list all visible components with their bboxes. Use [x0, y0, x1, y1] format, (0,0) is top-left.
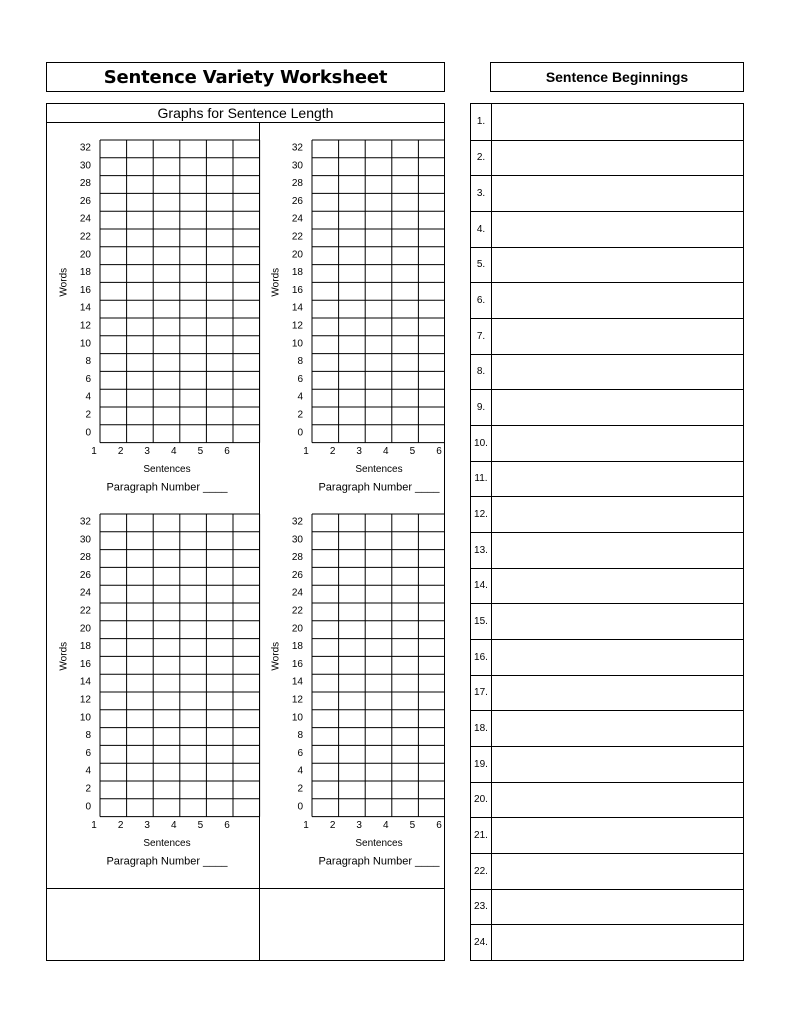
y-tick-label: 24: [79, 587, 91, 599]
y-tick-label: 18: [79, 267, 91, 279]
beginning-entry-field[interactable]: [491, 355, 743, 390]
y-tick-label: 4: [297, 765, 303, 777]
x-tick-label: 6: [436, 446, 442, 458]
graph-2: [271, 140, 444, 494]
beginning-entry-field[interactable]: [491, 676, 743, 711]
beginning-row: [471, 389, 743, 425]
y-tick-label: 6: [297, 373, 303, 385]
y-tick-label: 2: [297, 783, 303, 795]
beginning-number: 1.: [471, 104, 492, 140]
x-tick-label: 4: [383, 820, 389, 832]
beginning-number: 14.: [471, 569, 492, 604]
beginning-row: [471, 639, 743, 675]
sentence-length-graphs: [47, 104, 444, 960]
beginning-entry-field[interactable]: [491, 569, 743, 604]
beginning-number: 19.: [471, 747, 492, 782]
y-tick-label: 26: [79, 569, 91, 581]
y-axis-label: Words: [270, 641, 282, 671]
beginning-number: 12.: [471, 497, 492, 532]
y-tick-label: 14: [291, 676, 303, 688]
beginning-entry-field[interactable]: [491, 104, 743, 140]
y-tick-label: 28: [291, 178, 303, 190]
x-axis-label: Sentences: [355, 838, 403, 850]
graphs-panel: [46, 103, 445, 961]
y-tick-label: 20: [79, 623, 91, 635]
y-tick-label: 14: [79, 302, 91, 314]
beginning-number: 20.: [471, 783, 492, 818]
beginning-number: 21.: [471, 818, 492, 853]
beginning-number: 15.: [471, 604, 492, 639]
y-tick-label: 20: [79, 249, 91, 261]
graph-1: [59, 140, 260, 494]
beginning-row: [471, 603, 743, 639]
x-tick-label: 4: [383, 446, 389, 458]
beginnings-title-box: [490, 62, 744, 92]
beginning-row: [471, 425, 743, 461]
beginning-entry-field[interactable]: [491, 890, 743, 925]
paragraph-number-label: Paragraph Number ____: [318, 481, 440, 494]
beginning-entry-field[interactable]: [491, 854, 743, 889]
y-tick-label: 30: [291, 534, 303, 546]
beginning-entry-field[interactable]: [491, 176, 743, 211]
y-tick-label: 20: [291, 249, 303, 261]
x-tick-label: 2: [117, 820, 124, 832]
x-axis-label: Sentences: [143, 464, 191, 476]
y-tick-label: 10: [79, 338, 91, 350]
y-tick-label: 0: [297, 801, 303, 813]
beginning-number: 9.: [471, 390, 492, 425]
y-tick-label: 26: [291, 569, 303, 581]
y-tick-label: 6: [297, 747, 303, 759]
y-tick-label: 2: [85, 409, 91, 421]
y-tick-label: 0: [297, 427, 303, 439]
y-axis-label: Words: [270, 267, 282, 297]
y-tick-label: 18: [79, 641, 91, 653]
graph-grid: [312, 140, 444, 443]
y-tick-label: 26: [291, 195, 303, 207]
x-tick-label: 3: [356, 446, 362, 458]
worksheet-title-box: [46, 62, 445, 92]
x-tick-label: 2: [329, 820, 336, 832]
beginning-entry-field[interactable]: [491, 212, 743, 247]
x-tick-label: 6: [436, 820, 442, 832]
x-tick-label: 5: [197, 446, 204, 458]
x-tick-label: 1: [303, 820, 309, 832]
y-tick-label: 28: [79, 178, 91, 190]
beginning-row: [471, 710, 743, 746]
y-tick-label: 18: [291, 641, 303, 653]
y-tick-label: 32: [79, 516, 91, 528]
y-tick-label: 32: [291, 516, 303, 528]
y-tick-label: 8: [297, 730, 303, 742]
beginning-row: [471, 532, 743, 568]
y-tick-label: 2: [85, 783, 91, 795]
beginning-row: [471, 817, 743, 853]
x-tick-label: 3: [356, 820, 362, 832]
y-tick-label: 14: [79, 676, 91, 688]
graph-grid: [100, 514, 260, 817]
x-tick-label: 5: [409, 820, 416, 832]
beginning-row: [471, 282, 743, 318]
beginning-entry-field[interactable]: [491, 390, 743, 425]
y-tick-label: 0: [85, 427, 91, 439]
y-tick-label: 2: [297, 409, 303, 421]
y-tick-label: 22: [291, 605, 303, 617]
y-tick-label: 26: [79, 195, 91, 207]
graphs-header: Graphs for Sentence Length: [47, 104, 444, 123]
x-tick-label: 2: [117, 446, 124, 458]
y-axis-label: Words: [58, 267, 70, 297]
y-tick-label: 12: [291, 320, 303, 332]
x-tick-label: 5: [409, 446, 416, 458]
y-tick-label: 12: [79, 694, 91, 706]
beginning-number: 17.: [471, 676, 492, 711]
beginning-entry-field[interactable]: [491, 319, 743, 354]
beginning-number: 5.: [471, 248, 492, 283]
y-tick-label: 30: [79, 534, 91, 546]
y-tick-label: 32: [291, 142, 303, 154]
beginning-row: [471, 247, 743, 283]
y-tick-label: 28: [79, 552, 91, 564]
beginning-number: 11.: [471, 462, 492, 497]
x-tick-label: 4: [171, 820, 177, 832]
beginning-entry-field[interactable]: [491, 818, 743, 853]
beginnings-panel: [470, 103, 744, 961]
y-tick-label: 12: [79, 320, 91, 332]
beginning-row: [471, 853, 743, 889]
y-tick-label: 10: [291, 338, 303, 350]
y-tick-label: 16: [291, 284, 303, 296]
x-axis-label: Sentences: [143, 838, 191, 850]
beginning-entry-field[interactable]: [491, 248, 743, 283]
y-tick-label: 14: [291, 302, 303, 314]
beginning-row: [471, 675, 743, 711]
y-tick-label: 22: [79, 605, 91, 617]
beginning-entry-field[interactable]: [491, 141, 743, 176]
paragraph-number-label: Paragraph Number ____: [318, 855, 440, 868]
beginning-entry-field[interactable]: [491, 426, 743, 461]
beginning-entry-field[interactable]: [491, 283, 743, 318]
beginning-entry-field[interactable]: [491, 640, 743, 675]
beginning-number: 24.: [471, 925, 492, 960]
y-tick-label: 22: [291, 231, 303, 243]
y-tick-label: 22: [79, 231, 91, 243]
beginning-entry-field[interactable]: [491, 533, 743, 568]
beginning-row: [471, 461, 743, 497]
x-tick-label: 6: [224, 446, 230, 458]
beginning-row: [471, 889, 743, 925]
beginning-entry-field[interactable]: [491, 711, 743, 746]
x-tick-label: 4: [171, 446, 177, 458]
y-tick-label: 8: [85, 730, 91, 742]
y-axis-label: Words: [58, 641, 70, 671]
y-tick-label: 24: [79, 213, 91, 225]
x-tick-label: 3: [144, 446, 150, 458]
beginning-number: 6.: [471, 283, 492, 318]
y-tick-label: 4: [297, 391, 303, 403]
beginnings-title: Sentence Beginnings: [545, 69, 689, 85]
graph-3: [59, 514, 260, 868]
beginning-number: 18.: [471, 711, 492, 746]
y-tick-label: 28: [291, 552, 303, 564]
y-tick-label: 0: [85, 801, 91, 813]
beginning-number: 4.: [471, 212, 492, 247]
beginning-row: [471, 746, 743, 782]
beginning-number: 7.: [471, 319, 492, 354]
beginning-entry-field[interactable]: [491, 462, 743, 497]
y-tick-label: 24: [291, 213, 303, 225]
x-tick-label: 6: [224, 820, 230, 832]
beginning-number: 3.: [471, 176, 492, 211]
y-tick-label: 6: [85, 373, 91, 385]
x-axis-label: Sentences: [355, 464, 403, 476]
y-tick-label: 6: [85, 747, 91, 759]
beginning-row: [471, 211, 743, 247]
y-tick-label: 10: [79, 712, 91, 724]
y-tick-label: 8: [85, 356, 91, 368]
x-tick-label: 3: [144, 820, 150, 832]
beginning-row: [471, 782, 743, 818]
y-tick-label: 32: [79, 142, 91, 154]
beginning-entry-field[interactable]: [491, 783, 743, 818]
x-tick-label: 1: [91, 820, 97, 832]
graph-grid: [312, 514, 444, 817]
beginning-entry-field[interactable]: [491, 925, 743, 960]
beginning-row: [471, 496, 743, 532]
y-tick-label: 30: [291, 160, 303, 172]
y-tick-label: 4: [85, 765, 91, 777]
y-tick-label: 8: [297, 356, 303, 368]
beginning-number: 2.: [471, 141, 492, 176]
y-tick-label: 16: [79, 284, 91, 296]
x-tick-label: 5: [197, 820, 204, 832]
y-tick-label: 4: [85, 391, 91, 403]
y-tick-label: 20: [291, 623, 303, 635]
beginning-number: 23.: [471, 890, 492, 925]
y-tick-label: 30: [79, 160, 91, 172]
beginning-row: [471, 924, 743, 960]
paragraph-number-label: Paragraph Number ____: [106, 481, 228, 494]
beginning-row: [471, 104, 743, 140]
beginning-entry-field[interactable]: [491, 497, 743, 532]
beginning-number: 8.: [471, 355, 492, 390]
beginning-number: 16.: [471, 640, 492, 675]
worksheet-title: Sentence Variety Worksheet: [103, 66, 388, 88]
beginning-row: [471, 140, 743, 176]
beginning-number: 13.: [471, 533, 492, 568]
beginning-row: [471, 568, 743, 604]
beginning-row: [471, 318, 743, 354]
beginning-entry-field[interactable]: [491, 604, 743, 639]
y-tick-label: 18: [291, 267, 303, 279]
y-tick-label: 12: [291, 694, 303, 706]
beginning-entry-field[interactable]: [491, 747, 743, 782]
beginning-row: [471, 175, 743, 211]
beginning-number: 10.: [471, 426, 492, 461]
graph-4: [271, 514, 444, 868]
beginning-row: [471, 354, 743, 390]
y-tick-label: 10: [291, 712, 303, 724]
y-tick-label: 16: [79, 658, 91, 670]
x-tick-label: 2: [329, 446, 336, 458]
y-tick-label: 16: [291, 658, 303, 670]
x-tick-label: 1: [303, 446, 309, 458]
graph-grid: [100, 140, 260, 443]
y-tick-label: 24: [291, 587, 303, 599]
paragraph-number-label: Paragraph Number ____: [106, 855, 228, 868]
beginning-number: 22.: [471, 854, 492, 889]
x-tick-label: 1: [91, 446, 97, 458]
